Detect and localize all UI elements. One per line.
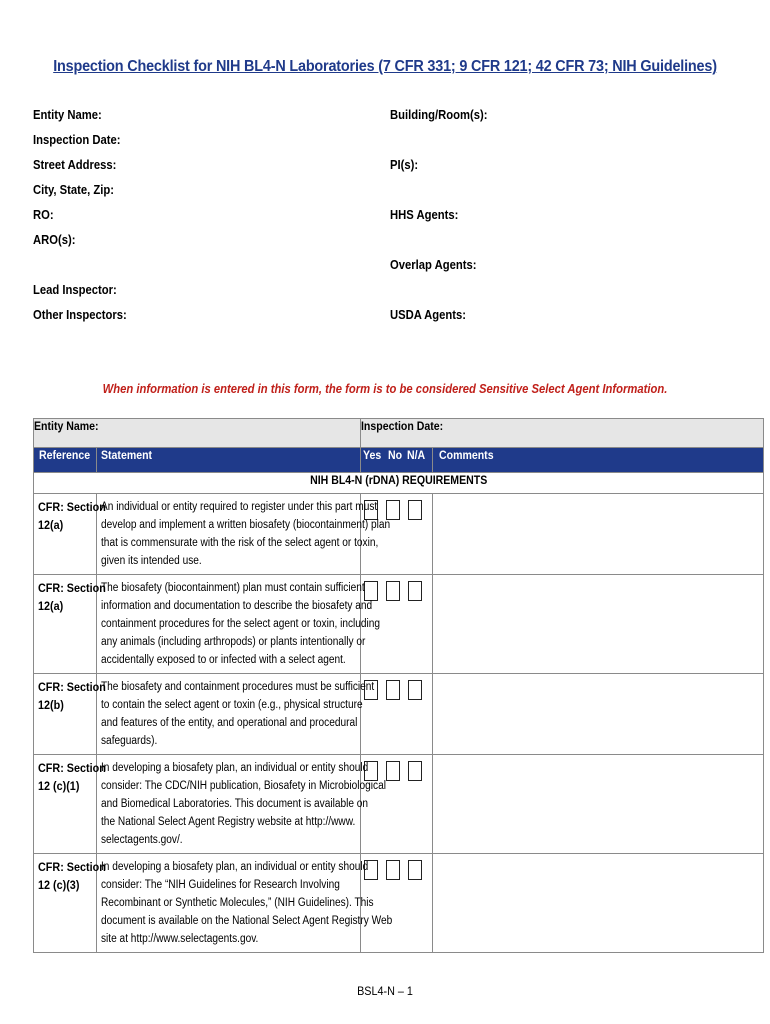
section-title-row — [34, 473, 764, 494]
table-row — [34, 494, 764, 575]
table-row — [34, 575, 764, 674]
field-building-rooms: Building/Room(s): — [390, 108, 488, 122]
field-aro: ARO(s): — [33, 233, 76, 247]
field-lead-inspector: Lead Inspector: — [33, 283, 117, 297]
page-number: BSL4-N – 1 — [357, 984, 413, 998]
table-row — [34, 674, 764, 755]
field-ro: RO: — [33, 208, 54, 222]
no-checkbox[interactable] — [386, 680, 400, 700]
field-overlap-agents: Overlap Agents: — [390, 258, 477, 272]
field-inspection-date: Inspection Date: — [33, 133, 121, 147]
yes-checkbox[interactable] — [364, 581, 378, 601]
document-title: Inspection Checklist for NIH BL4-N Laboratories (7 CFR 331; 9 CFR 121; 42 CFR 73; NIH Guidelines) — [53, 58, 717, 75]
na-checkbox[interactable] — [408, 500, 422, 520]
checklist-table — [33, 418, 764, 953]
comments-cell[interactable] — [433, 755, 764, 854]
column-statement: Statement — [97, 448, 361, 473]
row-reference: CFR: Section 12(b) — [34, 674, 97, 755]
row-statement: An individual or entity required to register under this part must develop and implement a written biosafety (biocontainment) plan that is commensurate with the risk of the select agent or toxin, given its intended use. — [97, 494, 361, 575]
na-checkbox[interactable] — [408, 680, 422, 700]
column-na: N/A — [407, 448, 426, 462]
column-reference: Reference — [34, 448, 97, 473]
no-checkbox[interactable] — [386, 860, 400, 880]
field-pis: PI(s): — [390, 158, 419, 172]
comments-cell[interactable] — [433, 494, 764, 575]
na-checkbox[interactable] — [408, 860, 422, 880]
no-checkbox[interactable] — [386, 761, 400, 781]
row-statement: In developing a biosafety plan, an individual or entity should consider: The CDC/NIH publication, Biosafety in Microbiological and Biomedical Laboratories. This document is available on the National Select Agent Registry website at http://www. selectagents.gov/. — [97, 755, 361, 854]
table-header-entity-row — [34, 419, 764, 448]
na-checkbox[interactable] — [408, 761, 422, 781]
row-statement: In developing a biosafety plan, an individual or entity should consider: The “NIH Guidelines for Research Involving Recombinant or Synthetic Molecules,” (NIH Guidelines). This document is available on the National Select Agent Registry Web site at http://www.selectagents.gov. — [97, 854, 361, 953]
field-usda-agents: USDA Agents: — [390, 308, 467, 322]
row-reference: CFR: Section 12 (c)(3) — [34, 854, 97, 953]
row-statement: The biosafety (biocontainment) plan must contain sufficient information and documentation to describe the biosafety and containment procedures for the select agent or toxin, including any animals (including arthropods) or plants intentionally or accidentally exposed to or infected with a select agent. — [97, 575, 361, 674]
field-city-state-zip: City, State, Zip: — [33, 183, 115, 197]
row-reference: CFR: Section 12(a) — [34, 575, 97, 674]
table-column-header-row — [34, 448, 764, 473]
field-entity-name: Entity Name: — [33, 108, 102, 122]
section-title: NIH BL4-N (rDNA) REQUIREMENTS — [34, 473, 764, 494]
comments-cell[interactable] — [433, 674, 764, 755]
row-statement: The biosafety and containment procedures must be sufficient to contain the select agent or toxin (e.g., physical structure and features of the entity, and operational and procedural safeguards). — [97, 674, 361, 755]
column-comments: Comments — [433, 448, 764, 473]
row-reference: CFR: Section 12 (c)(1) — [34, 755, 97, 854]
field-street-address: Street Address: — [33, 158, 117, 172]
column-no: No — [387, 448, 402, 462]
comments-cell[interactable] — [433, 854, 764, 953]
table-row — [34, 755, 764, 854]
table-row — [34, 854, 764, 953]
no-checkbox[interactable] — [386, 500, 400, 520]
comments-cell[interactable] — [433, 575, 764, 674]
column-yes: Yes — [362, 448, 382, 462]
no-checkbox[interactable] — [386, 581, 400, 601]
table-inspection-date-label: Inspection Date: — [361, 419, 764, 448]
field-other-inspectors: Other Inspectors: — [33, 308, 127, 322]
row-reference: CFR: Section 12(a) — [34, 494, 97, 575]
table-entity-name-label: Entity Name: — [34, 419, 361, 448]
field-hhs-agents: HHS Agents: — [390, 208, 459, 222]
na-checkbox[interactable] — [408, 581, 422, 601]
sensitive-info-notice: When information is entered in this form, the form is to be considered Sensitive Select Agent Information. — [102, 382, 668, 396]
